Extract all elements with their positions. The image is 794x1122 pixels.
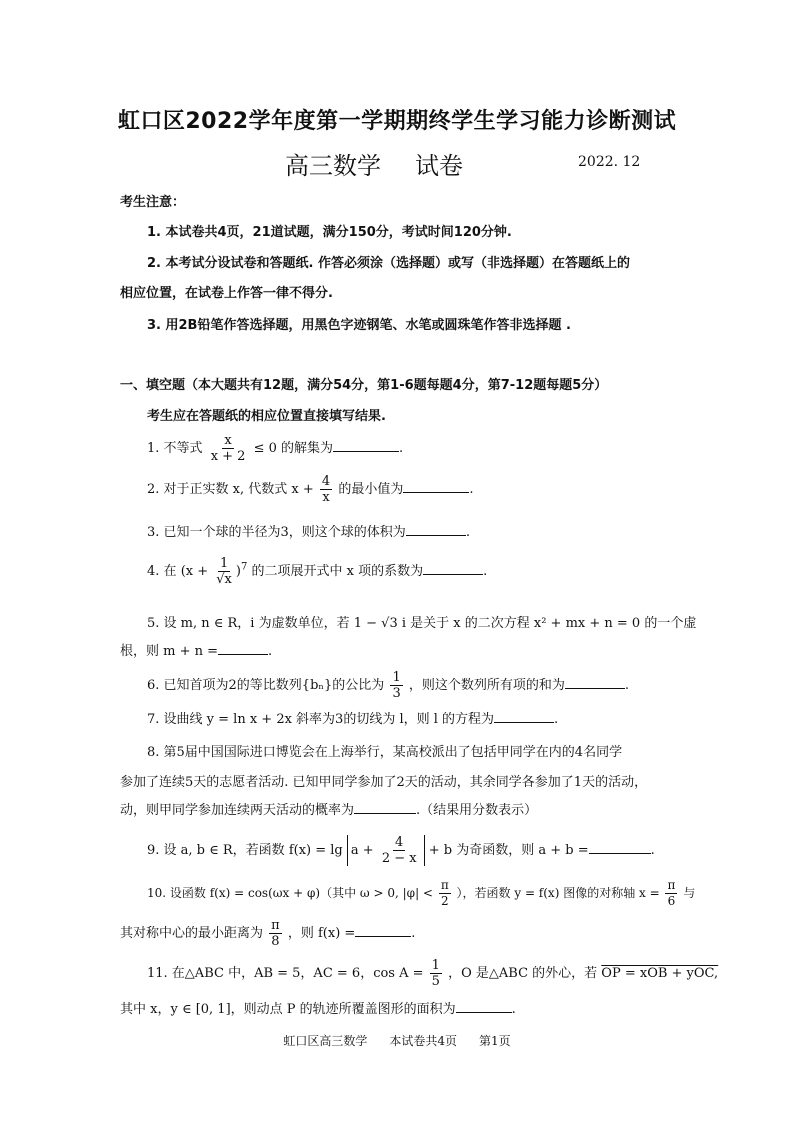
- question-11-line-1: 11. 在△ABC 中，AB = 5，AC = 6，cos A = $\frac{1}{5}$ ，O 是△ABC 的外心，若 OP = xOB + yOC,: [147, 958, 719, 989]
- question-2: 2. 对于正实数 x, 代数式 x + $\frac{4}{x}$ 的最小值为 .: [147, 474, 474, 505]
- notice-item-2: 2. 本考试分设试卷和答题纸. 作答必须涂（选择题）或写（非选择题）在答题纸上的: [147, 256, 630, 271]
- question-5-line-2: 根，则 m + n = .: [120, 644, 273, 659]
- question-8-line-3: 动，则甲同学参加连续两天活动的概率为 .（结果用分数表示）: [120, 803, 538, 818]
- page-footer: [0, 1032, 794, 1049]
- question-4: 4. 在 (x + $\frac{1}{√x}$ )$^7$ 的二项展开式中 x 项的系数为 .: [147, 556, 488, 587]
- question-7: 7. 设曲线 y = ln x + 2x 斜率为3的切线为 l，则 l 的方程为 .: [147, 712, 559, 727]
- question-6: 6. 已知首项为2的等比数列{bₙ}的公比为 $\frac{1}{3}$ ，则这个数列所有项的和为 .: [147, 670, 630, 701]
- notice-item-1: 1. 本试卷共4页，21道试题，满分150分，考试时间120分钟.: [147, 225, 512, 240]
- footer-page-number: 第1页: [479, 1034, 511, 1048]
- question-9: 9. 设 a, b ∈ R，若函数 f(x) = lg a + $\frac{4}{2 - x}$ + b 为奇函数，则 a + b = .: [147, 835, 655, 866]
- exam-title: 虹口区2022学年度第一学期期终学生学习能力诊断测试: [117, 109, 677, 134]
- question-8-line-2: 参加了连续5天的志愿者活动. 已知甲同学参加了2天的活动，其余同学各参加了1天的活动，: [120, 775, 648, 790]
- question-10-line-2: 其对称中心的最小距离为 $\frac{\pi}{8}$ ，则 f(x) = .: [120, 918, 416, 949]
- subject: 高三数学: [285, 152, 381, 180]
- exam-subtitle: [285, 146, 463, 181]
- footer-school: 虹口区高三数学: [283, 1034, 368, 1048]
- footer-pages: 本试卷共4页: [389, 1034, 457, 1048]
- question-10-line-1: 10. 设函数 f(x) = cos(ωx + φ)（其中 ω > 0, |φ| < $\frac{\pi}{2}$ ），若函数 y = f(x) 图像的对称轴 x = $\frac{\pi}{6}$ 与: [147, 878, 696, 908]
- notice-item-2-cont: 相应位置，在试卷上作答一律不得分.: [120, 286, 333, 301]
- question-3: 3. 已知一个球的半径为3，则这个球的体积为 .: [147, 525, 470, 540]
- notice-heading: 考生注意：: [120, 195, 186, 210]
- question-5-line-1: 5. 设 m, n ∈ R，i 为虚数单位，若 1 − √3 i 是关于 x 的二次方程 x² + mx + n = 0 的一个虚: [147, 616, 697, 631]
- section-instruction: 考生应在答题纸的相应位置直接填写结果.: [147, 409, 386, 424]
- question-11-line-2: 其中 x，y ∈ [0, 1]，则动点 P 的轨迹所覆盖图形的面积为 .: [120, 1002, 516, 1017]
- question-8-line-1: 8. 第5届中国国际进口博览会在上海举行，某高校派出了包括甲同学在内的4名同学: [147, 745, 623, 760]
- section-heading: 一、填空题（本大题共有12题，满分54分，第1-6题每题4分，第7-12题每题5分）: [120, 378, 608, 393]
- question-1: 1. 不等式 $\frac{x}{x + 2}$ ≤ 0 的解集为 .: [147, 433, 404, 464]
- paper-label: 试卷: [415, 152, 463, 180]
- notice-item-3: 3. 用2B铅笔作答选择题，用黑色字迹钢笔、水笔或圆珠笔作答非选择题 .: [147, 318, 571, 333]
- exam-date: 2022. 12: [578, 154, 641, 170]
